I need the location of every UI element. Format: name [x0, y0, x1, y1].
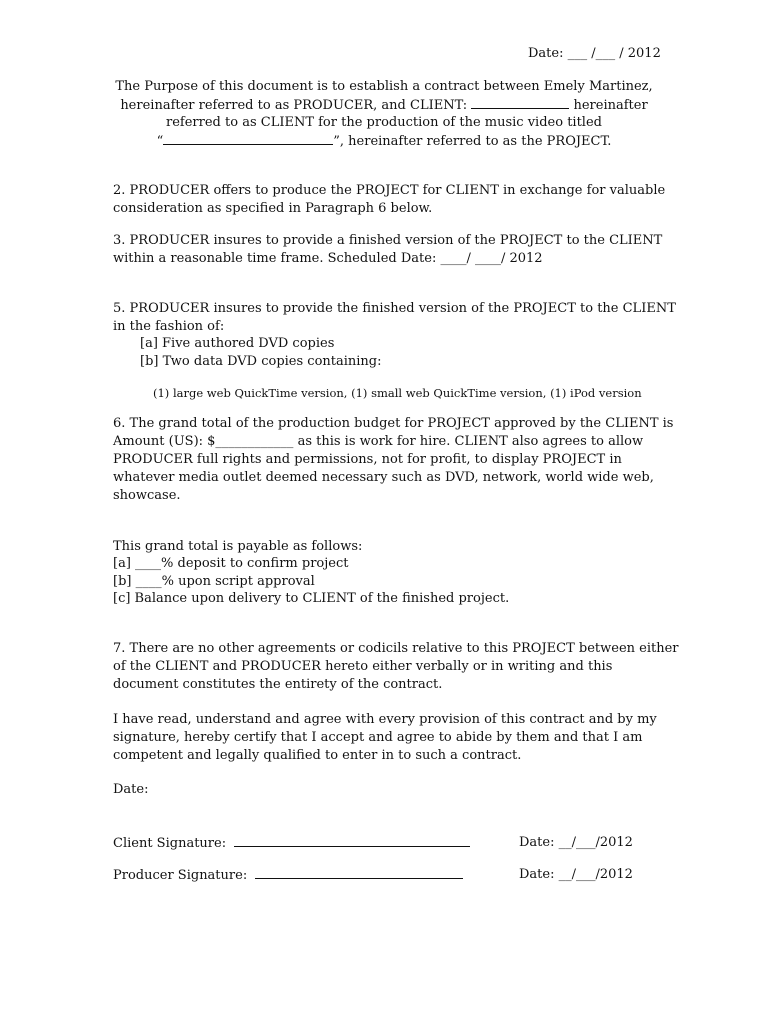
para7-line-2: of the CLIENT and PRODUCER hereto either verbally or in writing and this [113, 659, 613, 674]
payment-item-b: [b] ____% upon script approval [113, 574, 315, 589]
payment-item-a: [a] ____% deposit to confirm project [113, 556, 349, 571]
header-date: Date: ___ /___ / 2012 [528, 46, 661, 61]
para5-item-a: [a] Five authored DVD copies [140, 336, 335, 351]
para6-line-4: whatever media outlet deemed necessary such as DVD, network, world wide web, [113, 470, 654, 485]
para6-line-3: PRODUCER full rights and permissions, not for profit, to display PROJECT in [113, 452, 622, 467]
agreement-line-3: competent and legally qualified to enter in to such a contract. [113, 748, 522, 763]
para5-versions: (1) large web QuickTime version, (1) small web QuickTime version, (1) iPod version [153, 386, 642, 400]
agreement-line-1: I have read, understand and agree with every provision of this contract and by my [113, 712, 657, 727]
producer-signature-line[interactable] [255, 866, 463, 879]
producer-signature-label: Producer Signature: [113, 868, 248, 883]
para2-line-2: consideration as specified in Paragraph 6 below. [113, 201, 433, 216]
intro-line-2-text-a: hereinafter referred to as PRODUCER, and CLIENT: [120, 98, 468, 113]
para5-item-b: [b] Two data DVD copies containing: [140, 354, 382, 369]
para3-line-1: 3. PRODUCER insures to provide a finished version of the PROJECT to the CLIENT [113, 233, 663, 248]
payment-heading: This grand total is payable as follows: [113, 539, 363, 554]
producer-date: Date: __/___/2012 [519, 867, 633, 882]
intro-line-4-text: ”, hereinafter referred to as the PROJECT. [333, 134, 612, 149]
para5-line-2: in the fashion of: [113, 319, 225, 334]
signature-date-label: Date: [113, 782, 149, 797]
para6-line-1: 6. The grand total of the production budget for PROJECT approved by the CLIENT is [113, 416, 674, 431]
para2-line-1: 2. PRODUCER offers to produce the PROJECT for CLIENT in exchange for valuable [113, 183, 666, 198]
intro-line-3: referred to as CLIENT for the production of the music video titled [166, 115, 602, 130]
producer-signature-row [113, 866, 463, 885]
intro-line-2 [0, 96, 768, 115]
payment-item-c: [c] Balance upon delivery to CLIENT of the finished project. [113, 591, 510, 606]
intro-open-quote: “ [156, 134, 164, 149]
client-signature-line[interactable] [234, 834, 470, 847]
para6-line-2: Amount (US): $____________ as this is work for hire. CLIENT also agrees to allow [113, 434, 644, 449]
para6-line-5: showcase. [113, 488, 181, 503]
agreement-line-2: signature, hereby certify that I accept and agree to abide by them and that I am [113, 730, 643, 745]
para5-line-1: 5. PRODUCER insures to provide the finished version of the PROJECT to the CLIENT [113, 301, 676, 316]
client-date: Date: __/___/2012 [519, 835, 633, 850]
para7-line-3: document constitutes the entirety of the contract. [113, 677, 443, 692]
para3-line-2: within a reasonable time frame. Scheduled Date: ____/ ____/ 2012 [113, 251, 543, 266]
intro-line-4 [0, 132, 768, 151]
para7-line-1: 7. There are no other agreements or codicils relative to this PROJECT between either [113, 641, 679, 656]
intro-line-2-text-b: hereinafter [573, 98, 648, 113]
client-name-blank [471, 96, 569, 109]
video-title-blank [163, 132, 333, 145]
client-signature-label: Client Signature: [113, 836, 227, 851]
intro-line-1: The Purpose of this document is to establish a contract between Emely Martinez, [115, 79, 653, 94]
client-signature-row [113, 834, 470, 853]
